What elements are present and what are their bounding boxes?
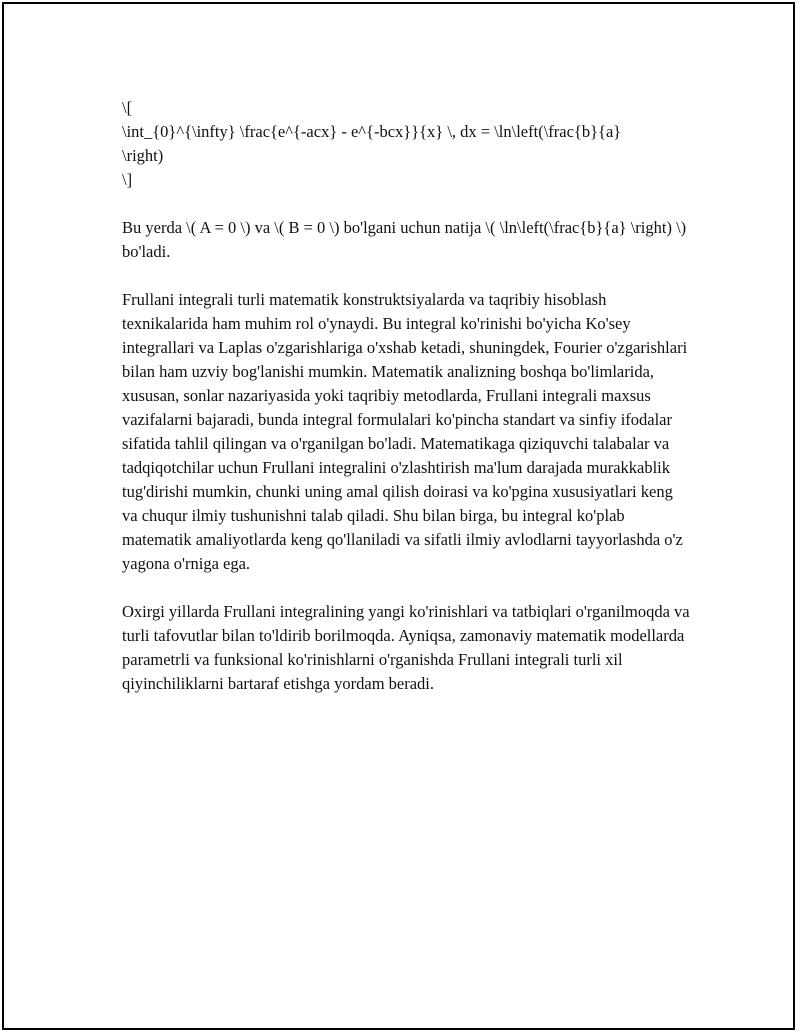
- math-line: \]: [122, 170, 133, 189]
- math-line: \int_{0}^{\infty} \frac{e^{-acx} - e^{-bcx}}{x} \, dx = \ln\left(\frac{b}{a}: [122, 122, 622, 141]
- math-line: \right): [122, 146, 164, 165]
- document-body: [122, 96, 692, 720]
- paragraph-recent-years: Oxirgi yillarda Frullani integralining yangi ko'rinishlari va tatbiqlari o'rganilmoqda va turli tafovutlar bilan to'ldirib borilmoqda. Ayniqsa, zamonaviy matematik modellarda parametrli va funksional ko'rinishlarni o'rganishda Frullani integrali turli xil qiyinchiliklarni bartaraf etishga yordam beradi.: [122, 602, 690, 693]
- math-block: [122, 96, 692, 192]
- paragraph-result: Bu yerda \( A = 0 \) va \( B = 0 \) bo'lgani uchun natija \( \ln\left(\frac{b}{a} \right) \) bo'ladi.: [122, 218, 687, 261]
- paragraph-frullani-role: Frullani integrali turli matematik konstruktsiyalarda va taqribiy hisoblash texnikalarida ham muhim rol o'ynaydi. Bu integral ko'rinishi bo'yicha Ko'sey integrallari va Laplas o'zgarishlariga o'xshab ketadi, shuningdek, Fourier o'zgarishlari bilan ham uzviy bog'lanishi mumkin. Matematik analizning boshqa bo'limlarida, xususan, sonlar nazariyasida yoki taqribiy metodlarda, Frullani integrali maxsus vazifalarni bajaradi, bunda integral formulalari ko'pincha standart va sinfiy ifodalar sifatida tahlil qilingan va o'rganilgan bo'ladi. Matematikaga qiziquvchi talabalar va tadqiqotchilar uchun Frullani integralini o'zlashtirish ma'lum darajada murakkablik tug'dirishi mumkin, chunki uning amal qilish doirasi va ko'pgina xususiyatlari keng va chuqur ilmiy tushunishni talab qiladi. Shu bilan birga, bu integral ko'plab matematik amaliyotlarda keng qo'llaniladi va sifatli ilmiy avlodlarni tayyorlashda o'z yagona o'rniga ega.: [122, 290, 688, 573]
- math-line: \[: [122, 98, 133, 117]
- page-frame: [2, 2, 795, 1030]
